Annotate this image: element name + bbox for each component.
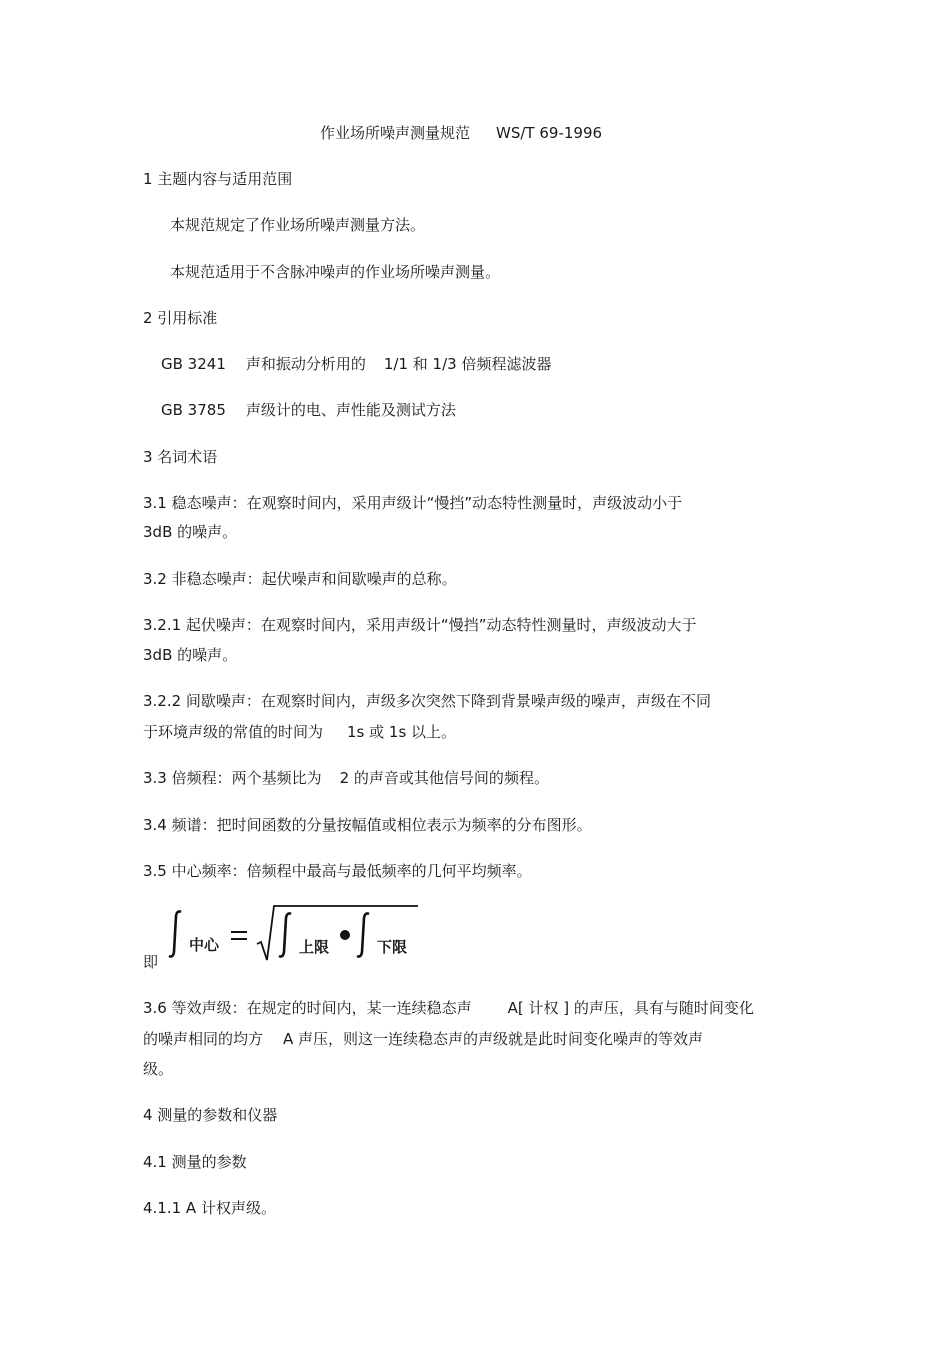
formula-center-label: 中心 [189, 936, 220, 954]
term-3-6-line-1-b: A[ 计权 ] 的声压，具有与随时间变化 [507, 999, 754, 1017]
section-4-heading: 4 测量的参数和仪器 [143, 1106, 278, 1124]
document-title [320, 123, 602, 143]
term-3-6-line-2-b: A 声压，则这一连续稳态声的声级就是此时间变化噪声的等效声 [283, 1030, 704, 1048]
term-3-6-line-2-a: 的噪声相同的均方 [143, 1030, 264, 1048]
term-3-2-2-line-2-b: 1s 或 1s 以上。 [347, 723, 457, 741]
integral-symbol [279, 914, 291, 957]
section-1-paragraph-2: 本规范适用于不含脉冲噪声的作业场所噪声测量。 [170, 263, 501, 281]
term-3-1-line-1: 3.1 稳态噪声：在观察时间内，采用声级计“慢挡”动态特性测量时，声级波动小于 [143, 494, 683, 512]
integral-symbol [169, 912, 181, 957]
term-3-6-line-3: 级。 [143, 1060, 174, 1078]
reference-title: 声级计的电、声性能及测试方法 [245, 401, 456, 419]
term-3-1-line-2: 3dB 的噪声。 [143, 523, 238, 541]
term-3-2: 3.2 非稳态噪声：起伏噪声和间歇噪声的总称。 [143, 570, 457, 588]
term-3-3 [143, 768, 549, 788]
center-frequency-formula [143, 900, 433, 972]
term-3-6-line-1 [143, 998, 754, 1018]
term-3-2-1-line-1: 3.2.1 起伏噪声：在观察时间内，采用声级计“慢挡”动态特性测量时，声级波动大于 [143, 616, 697, 634]
formula-prefix: 即 [143, 953, 159, 971]
reference-item [161, 400, 456, 420]
reference-code: GB 3241 [161, 355, 226, 373]
term-3-4: 3.4 频谱：把时间函数的分量按幅值或相位表示为频率的分布图形。 [143, 816, 592, 834]
section-1-heading: 1 主题内容与适用范围 [143, 170, 293, 188]
reference-title: 声和振动分析用的 [245, 355, 366, 373]
term-3-6-line-1-a: 3.6 等效声级：在规定的时间内，某一连续稳态声 [143, 999, 472, 1017]
term-3-6-line-2 [143, 1029, 703, 1049]
formula-upper-label: 上限 [299, 938, 330, 956]
title-text: 作业场所噪声测量规范 [320, 124, 471, 142]
reference-title-tail: 1/1 和 1/3 倍频程滤波器 [383, 355, 552, 373]
section-2-heading: 2 引用标准 [143, 309, 218, 327]
reference-item [161, 354, 551, 374]
term-3-3-a: 3.3 倍频程：两个基频比为 [143, 769, 322, 787]
integral-symbol [357, 914, 369, 957]
section-1-paragraph-1: 本规范规定了作业场所噪声测量方法。 [170, 216, 426, 234]
reference-code: GB 3785 [161, 401, 226, 419]
term-3-2-2-line-2 [143, 722, 456, 742]
section-4-1-1: 4.1.1 A 计权声级。 [143, 1199, 276, 1217]
title-code: WS/T 69-1996 [496, 124, 603, 142]
section-4-1-heading: 4.1 测量的参数 [143, 1153, 247, 1171]
term-3-5: 3.5 中心频率：倍频程中最高与最低频率的几何平均频率。 [143, 862, 532, 880]
term-3-3-b: 2 的声音或其他信号间的频程。 [339, 769, 549, 787]
term-3-2-2-line-1: 3.2.2 间歇噪声：在观察时间内，声级多次突然下降到背景噪声级的噪声，声级在不同 [143, 692, 711, 710]
formula-lower-label: 下限 [377, 938, 408, 956]
multiply-dot [340, 930, 350, 940]
term-3-2-1-line-2: 3dB 的噪声。 [143, 646, 238, 664]
term-3-2-2-line-2-a: 于环境声级的常值的时间为 [143, 723, 324, 741]
section-3-heading: 3 名词术语 [143, 448, 218, 466]
